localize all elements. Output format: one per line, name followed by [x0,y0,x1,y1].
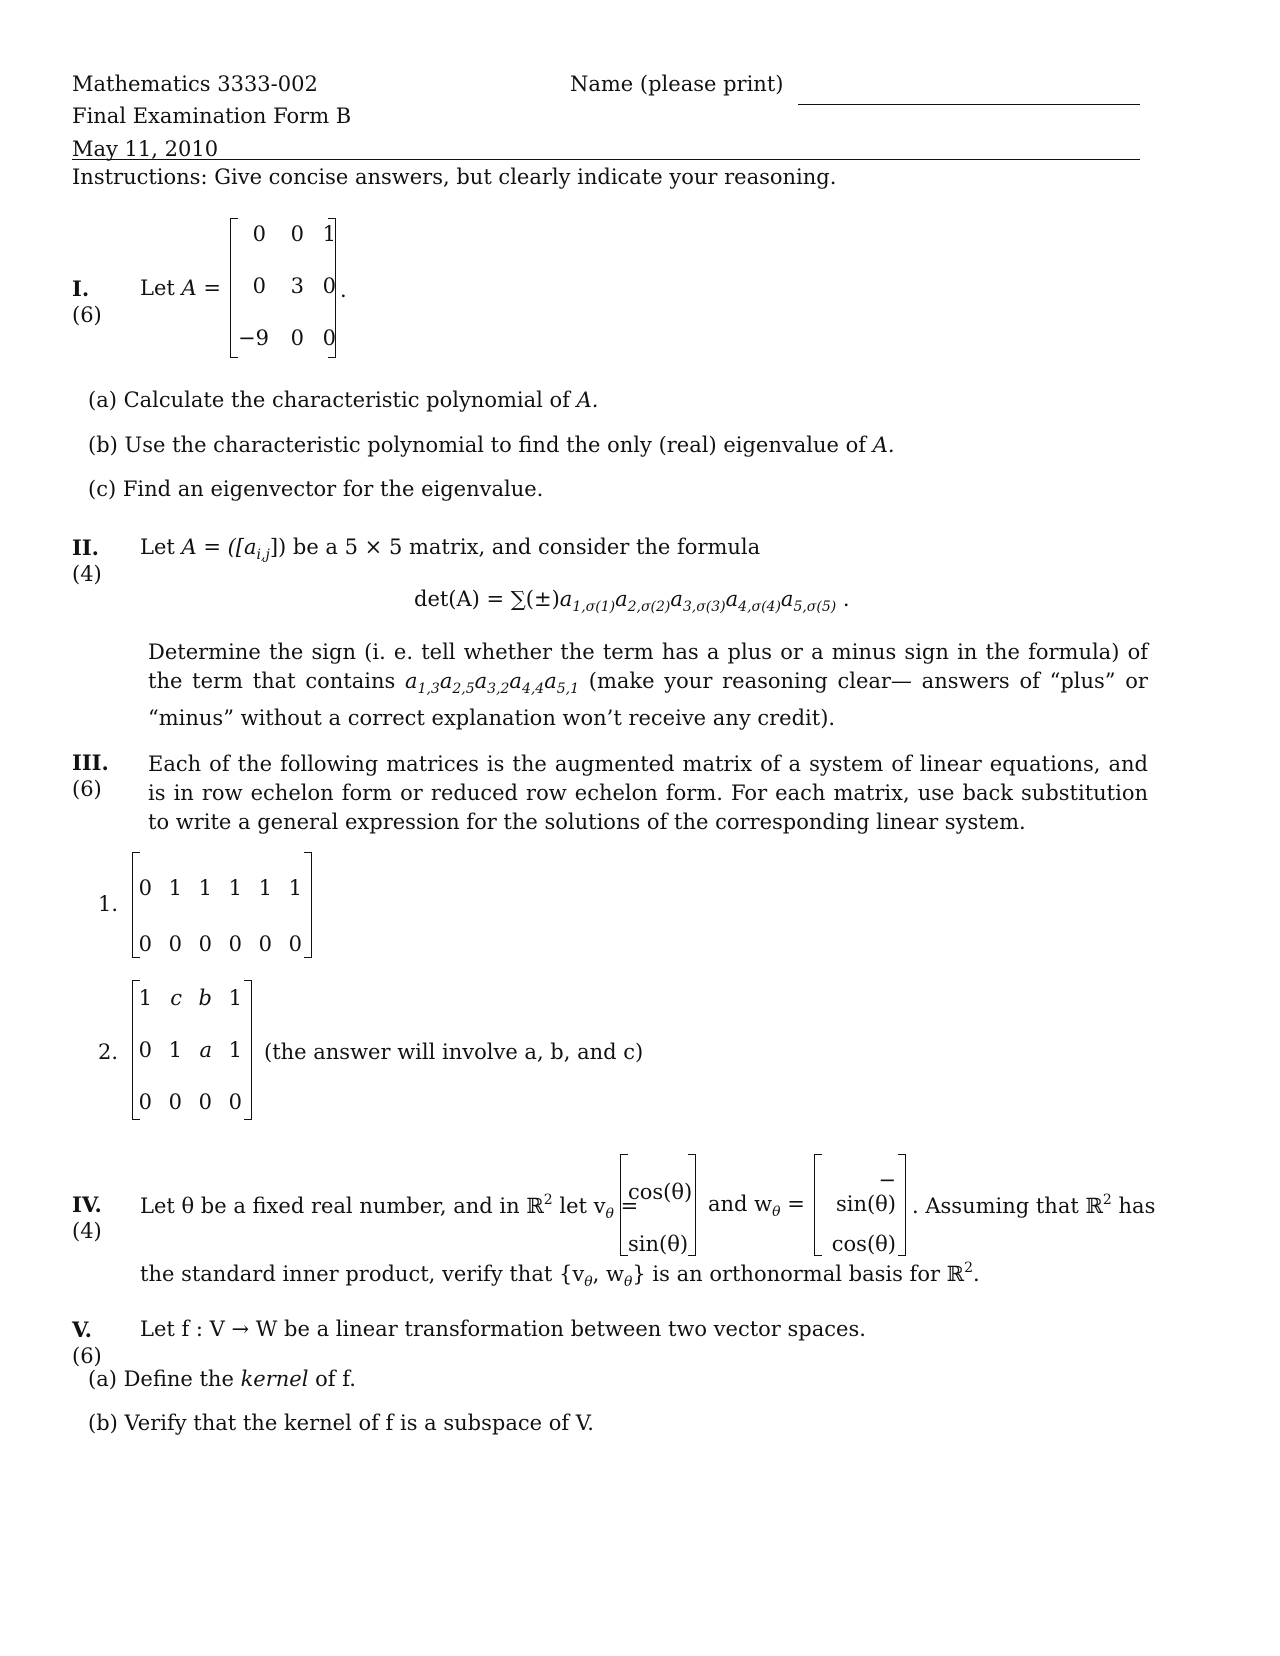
q2-intro-math: A = ([a [181,535,257,559]
q4-let-v: let v [559,1194,606,1218]
q3-body: Each of the following matrices is the augmented matrix of a system of linear equations, and is in row echelon form or reduced row echelon form. For each matrix, use back substitution to write a general expression for the solutions of the corresponding linear system. [148,752,1148,834]
matrix-cell: 1 [322,222,336,246]
q4-eq: = [787,1192,805,1216]
formula-term: a [780,587,794,611]
q1-part-b [88,433,895,457]
q4-text-3 [912,1192,1155,1218]
q3-item-1-label: 1. [98,892,119,916]
q4-sub-theta: θ [623,1274,633,1290]
term-sub: 2,5 [452,681,475,697]
q4-v-left-bracket [620,1154,628,1256]
q3-numeral: III. [72,750,109,775]
part-pre: Define the [123,1367,234,1391]
q1-part-a [88,388,598,412]
term-sub: 1,3 [417,681,440,697]
part-tail: A. [872,433,895,457]
q2-formula [414,587,850,615]
q2-intro-math2: ]) [269,535,287,559]
matrix-cell: 1 [198,876,212,900]
formula-sub: 2,σ(2) [627,599,671,615]
exam-date: May 11, 2010 [72,137,219,161]
term-a: a [405,669,418,693]
q3-item-2-label: 2. [98,1040,119,1064]
q1-statement [140,276,221,300]
q3-item-2-note: (the answer will involve a, b, and c) [264,1040,644,1064]
q5-numeral: V. [72,1317,92,1342]
matrix-cell: sin(θ) [628,1232,689,1256]
matrix-cell: 1 [228,876,242,900]
q4-sup: 2 [1102,1192,1112,1208]
part-text: Find an eigenvector for the eigenvalue. [122,477,544,501]
q2-body-1: Determine the sign (i. e. tell whether the term has a plus or a minus sign in the formula) of the term that contains [148,640,1148,693]
q2-numeral: II. [72,535,99,560]
matrix-cell: cos(θ) [628,1180,693,1204]
q4-and-w-text: and w [708,1192,773,1216]
part-label: (a) [88,388,117,412]
q4-sup: 2 [543,1192,553,1208]
q1-var: A [181,276,197,300]
term-a: a [544,669,557,693]
matrix-cell: 0 [138,932,152,956]
part-post: of f. [315,1367,356,1391]
matrix-cell: 0 [288,932,302,956]
matrix-cell: 0 [252,222,266,246]
term-sub: 5,1 [556,681,580,697]
q4-v-matrix [628,1166,693,1270]
q4-v-right-bracket [688,1154,696,1256]
q5-intro: Let f : V → W be a linear transformation between two vector spaces. [140,1317,866,1341]
q4-line-2c: } is an orthonormal basis for ℝ [632,1262,965,1286]
name-label: Name (please print) [570,72,784,96]
matrix-cell: − sin(θ) [835,1168,896,1216]
q2-body-2: (make your reasoning clear— answers of “plus” or “minus” without a correct explanation won’t receive any credit). [148,669,1148,730]
matrix-cell: 0 [138,1090,152,1114]
q1-matrix [238,208,336,364]
q4-w-right-bracket [898,1154,906,1256]
formula-sub: 5,σ(5) [793,599,837,615]
matrix-cell: 0 [168,932,182,956]
q2-points: (4) [72,562,102,586]
formula-end: . [842,587,850,611]
term-sub: 3,2 [487,681,510,697]
header-divider [72,159,1140,160]
q2-intro [140,535,760,563]
matrix-cell: 1 [258,876,272,900]
term-a: a [439,669,453,693]
q4-numeral: IV. [72,1192,102,1217]
q4-assuming: . Assuming that ℝ [912,1194,1103,1218]
term-a: a [509,669,522,693]
matrix-cell: 0 [258,932,272,956]
formula-sub: 1,σ(1) [572,599,616,615]
formula-term: a [725,587,739,611]
q3-matrix2-right-bracket [244,980,252,1120]
q5-part-a [88,1367,356,1391]
q1-matrix-right-bracket [328,218,336,358]
q4-has: has [1118,1194,1156,1218]
q4-text-1 [140,1192,638,1222]
matrix-cell: b [198,986,212,1010]
part-text: Use the characteristic polynomial to find the only (real) eigenvalue of [124,433,867,457]
q1-period: . [340,278,347,302]
q4-line-2 [140,1260,980,1290]
matrix-cell: 1 [168,1038,182,1062]
formula-sub: 4,σ(4) [738,599,781,615]
q4-points: (4) [72,1219,102,1243]
matrix-cell: 0 [322,274,336,298]
q3-matrix1-right-bracket [304,852,312,958]
matrix-cell: c [170,986,182,1010]
term-a: a [474,669,488,693]
term-sub: 4,4 [521,681,545,697]
formula-term: a [615,587,628,611]
q4-w-matrix [820,1166,896,1270]
matrix-cell: a [199,1038,212,1062]
q1-part-c [88,477,543,501]
part-label: (a) [88,1367,117,1391]
matrix-cell: 0 [168,1090,182,1114]
q2-intro-pre: Let [140,535,175,559]
part-pre: Verify that the kernel of f is a subspace of V. [124,1411,594,1435]
q1-matrix-left-bracket [230,218,238,358]
q1-eq: = [203,276,221,300]
formula-sub: 3,σ(3) [682,599,726,615]
matrix-cell: 1 [138,986,152,1010]
q4-sub-theta: θ [605,1206,614,1222]
matrix-cell: 1 [288,876,302,900]
q2-intro-sub: i,j [256,547,270,563]
matrix-cell: −9 [238,326,269,350]
matrix-cell: 0 [138,876,152,900]
q2-body [148,638,1148,733]
q4-text-pre: Let θ be a fixed real number, and in ℝ [140,1194,544,1218]
course-title: Mathematics 3333-002 [72,72,318,96]
q4-sub-theta: θ [584,1274,593,1290]
q3-matrix-1 [134,860,302,972]
q4-line-2d: . [973,1262,980,1286]
q1-numeral: I. [72,276,90,301]
matrix-cell: 0 [322,326,336,350]
matrix-cell: 3 [290,274,304,298]
q4-line-2b: , w [592,1262,624,1286]
q1-let: Let [140,276,175,300]
q4-sub-theta: θ [772,1204,781,1220]
formula-term: a [559,587,573,611]
q4-sup: 2 [964,1260,974,1276]
formula-term: a [670,587,683,611]
matrix-cell: 0 [228,932,242,956]
matrix-cell: 0 [290,222,304,246]
part-em: kernel [240,1367,309,1391]
q3-matrix-2 [134,972,242,1128]
matrix-cell: 1 [228,1038,242,1062]
q4-line-2a: the standard inner product, verify that {v [140,1262,585,1286]
matrix-cell: 0 [290,326,304,350]
q3-points: (6) [72,777,102,801]
matrix-cell: 0 [138,1038,152,1062]
q4-eq: = [620,1194,639,1218]
part-text: Calculate the characteristic polynomial of [123,388,570,412]
matrix-cell: 0 [198,932,212,956]
matrix-cell: cos(θ) [831,1232,896,1256]
part-label: (b) [88,1411,118,1435]
matrix-cell: 0 [198,1090,212,1114]
q1-points: (6) [72,303,102,327]
exam-title: Final Examination Form B [72,104,352,128]
part-label: (c) [88,477,117,501]
part-label: (b) [88,433,118,457]
matrix-cell: 1 [228,986,242,1010]
q2-intro-post: be a 5 × 5 matrix, and consider the formula [292,535,761,559]
q5-part-b [88,1411,594,1435]
formula-lhs: det(A) = ∑(±) [414,587,560,611]
name-field-line[interactable] [798,104,1140,105]
part-tail: A. [576,388,599,412]
instructions: Instructions: Give concise answers, but clearly indicate your reasoning. [72,165,837,189]
q5-points: (6) [72,1344,102,1368]
matrix-cell: 1 [168,876,182,900]
matrix-cell: 0 [252,274,266,298]
matrix-cell: 0 [228,1090,242,1114]
q4-and-w [708,1192,805,1220]
